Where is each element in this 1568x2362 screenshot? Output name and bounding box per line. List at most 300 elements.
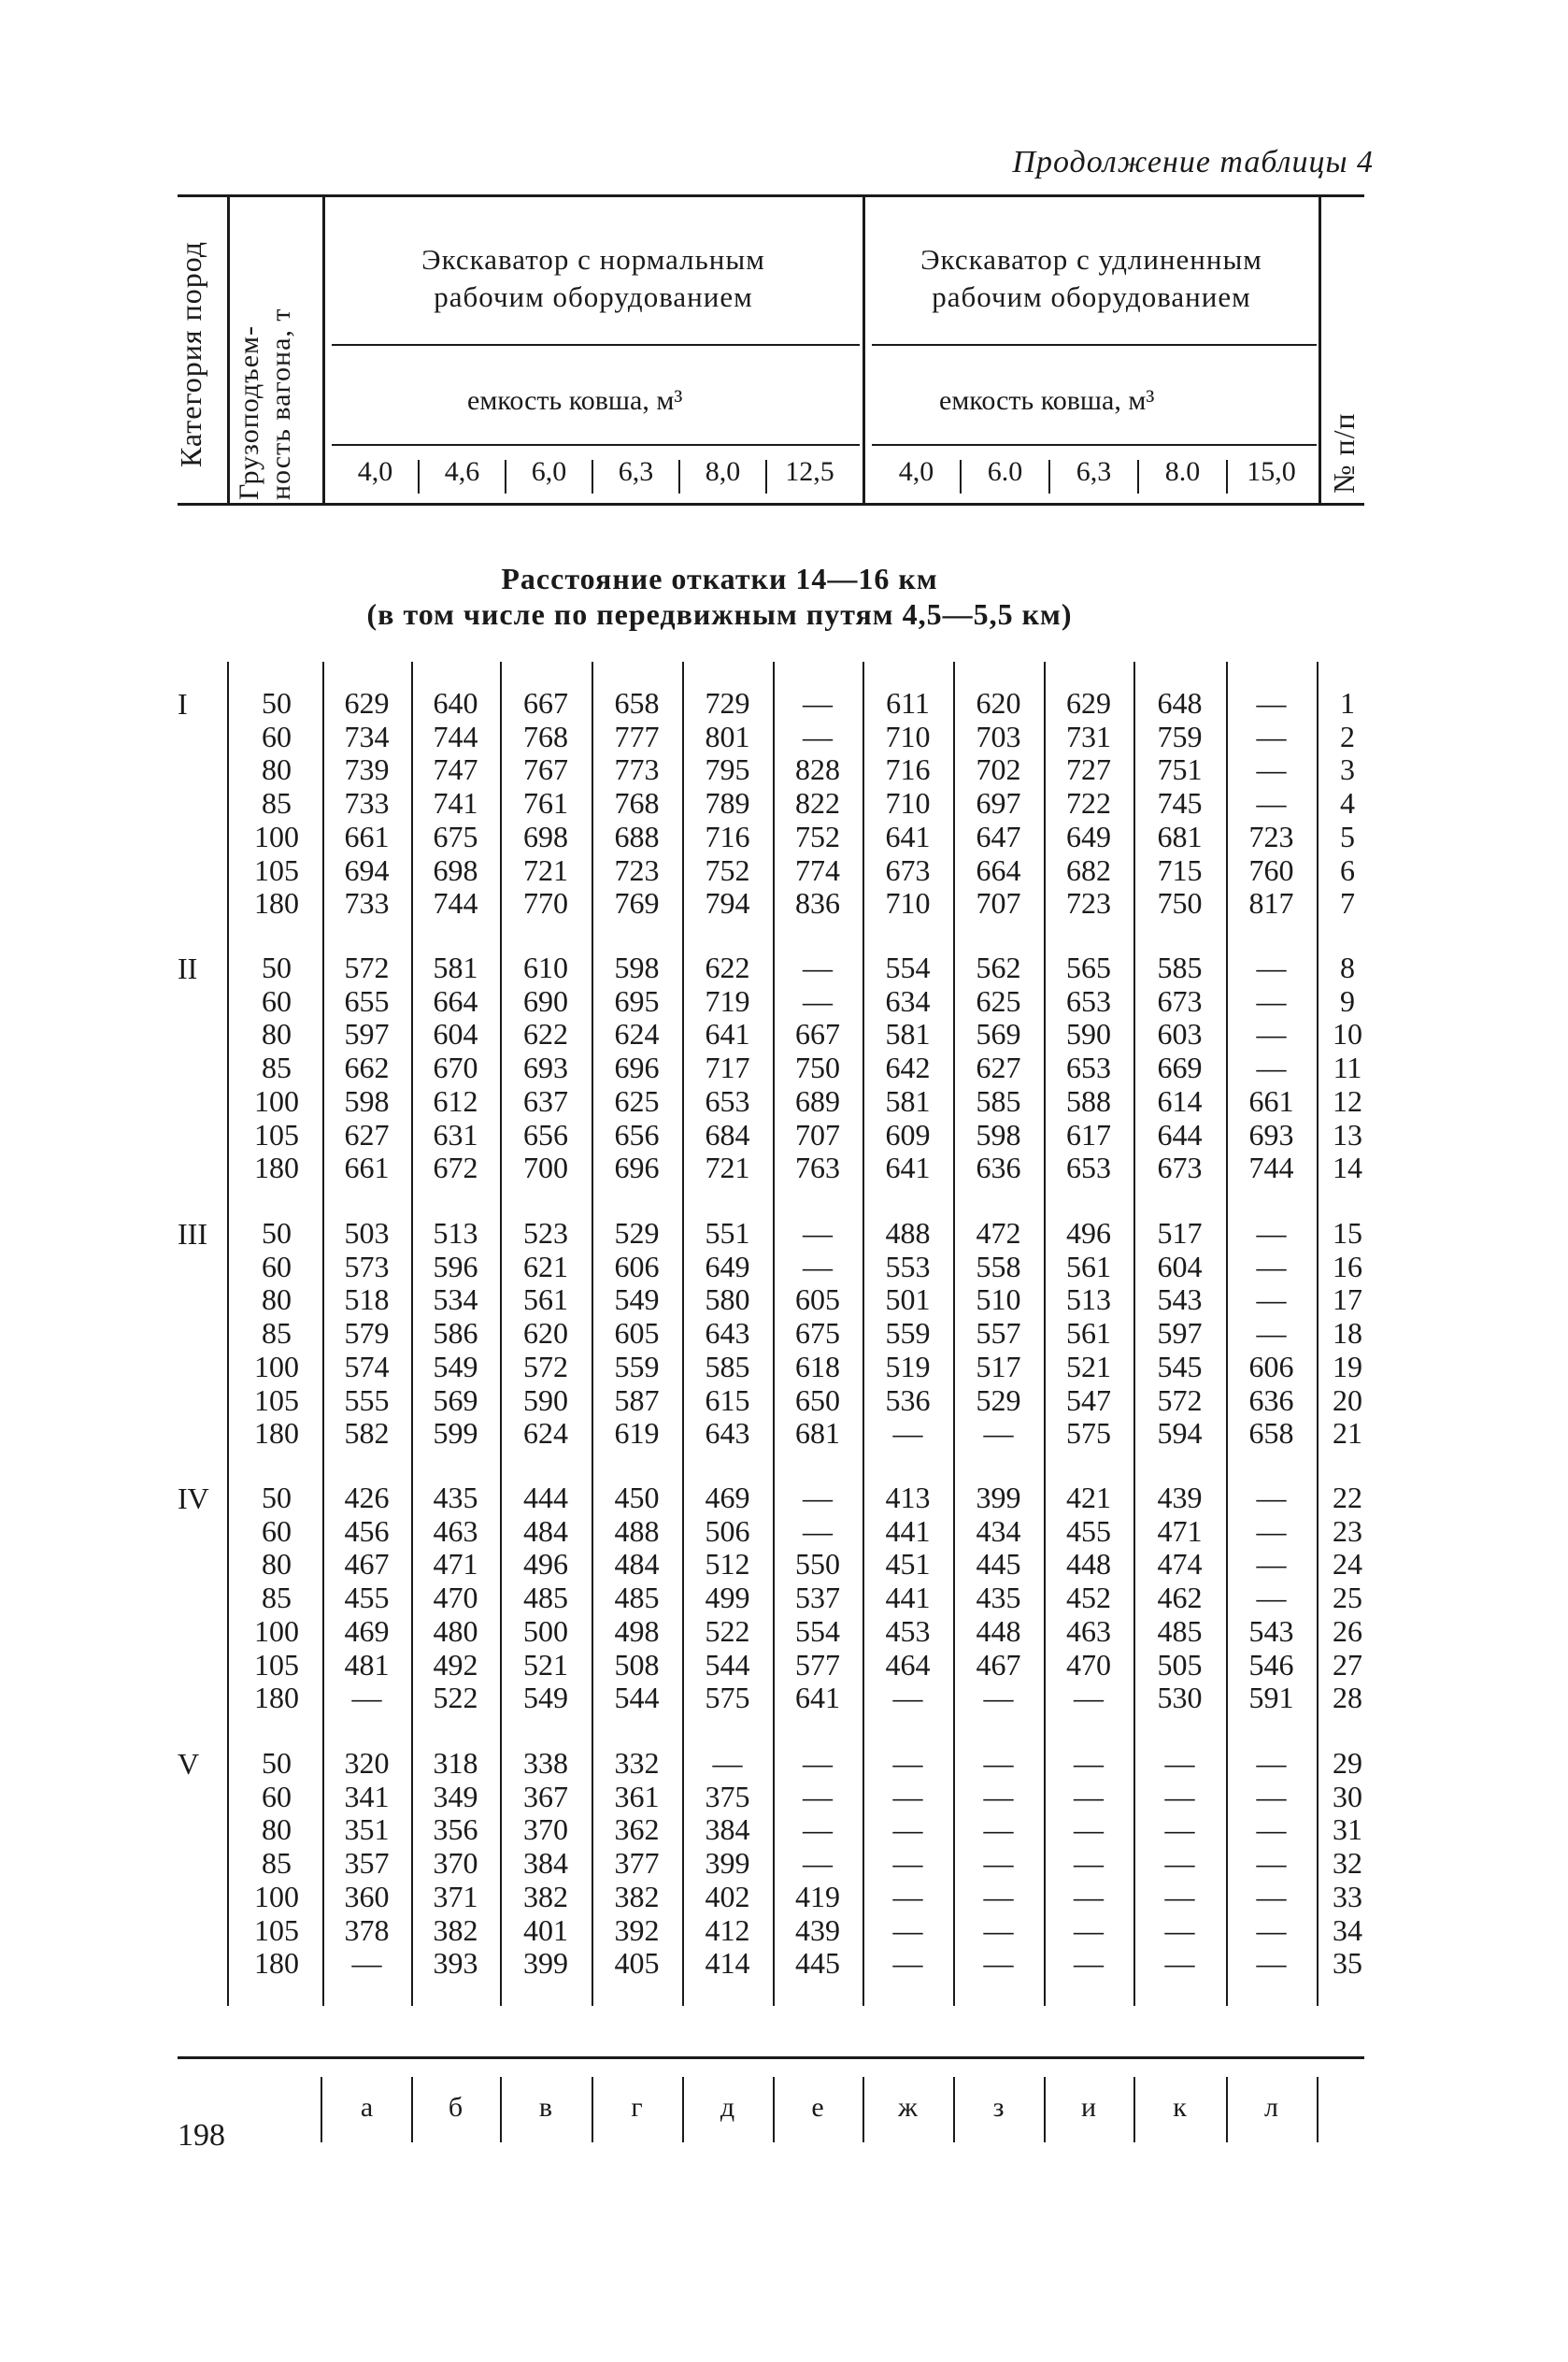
value-cell: — bbox=[1256, 1581, 1287, 1615]
value-column bbox=[322, 1217, 411, 1451]
wagon-capacity-cell: 100 bbox=[254, 1613, 299, 1648]
footer-column-letter: л bbox=[1264, 2092, 1278, 2123]
wagon-capacity-cell: 50 bbox=[262, 1746, 292, 1780]
value-cell: 789 bbox=[705, 786, 750, 821]
value-cell: 561 bbox=[1066, 1249, 1111, 1283]
value-cell: — bbox=[803, 1779, 833, 1813]
value-column bbox=[953, 687, 1044, 921]
value-cell: 587 bbox=[614, 1382, 660, 1417]
row-number-cell: 33 bbox=[1333, 1879, 1362, 1913]
value-cell: 455 bbox=[1066, 1513, 1111, 1548]
value-cell: 549 bbox=[614, 1282, 660, 1317]
value-cell: 750 bbox=[1157, 886, 1203, 921]
value-cell: — bbox=[803, 686, 833, 720]
value-cell: 572 bbox=[1157, 1382, 1203, 1417]
row-number-cell: 17 bbox=[1333, 1282, 1362, 1317]
header-bottom-rule bbox=[178, 503, 1364, 506]
value-cell: 451 bbox=[885, 1547, 931, 1582]
value-cell: 794 bbox=[705, 886, 750, 921]
value-cell: 656 bbox=[523, 1117, 568, 1152]
wagon-capacity-cell: 180 bbox=[254, 1151, 299, 1185]
value-cell: — bbox=[803, 951, 833, 984]
value-cell: 586 bbox=[433, 1316, 478, 1351]
value-cell: — bbox=[803, 1481, 833, 1514]
capacity-separator bbox=[1226, 460, 1228, 494]
value-cell: 641 bbox=[885, 819, 931, 853]
extended-capacity-value: 4,0 bbox=[898, 456, 934, 487]
value-cell: 591 bbox=[1248, 1681, 1294, 1715]
value-cell: 611 bbox=[886, 686, 930, 720]
value-cell: 703 bbox=[976, 719, 1021, 753]
value-cell: 588 bbox=[1066, 1083, 1111, 1118]
value-cell: 474 bbox=[1157, 1547, 1203, 1582]
row-number-header: № п/п bbox=[1327, 412, 1361, 494]
row-number-cell: 11 bbox=[1333, 1051, 1362, 1085]
value-cell: 625 bbox=[614, 1083, 660, 1118]
value-cell: 767 bbox=[523, 752, 568, 787]
value-cell: 614 bbox=[1157, 1083, 1203, 1118]
value-cell: 707 bbox=[976, 886, 1021, 921]
value-cell: 653 bbox=[1066, 1051, 1111, 1085]
value-cell: 629 bbox=[344, 686, 390, 720]
footer-separator bbox=[411, 2077, 413, 2142]
row-number-column bbox=[1319, 687, 1376, 921]
value-column bbox=[322, 952, 411, 1185]
wagon-capacity-cell: 60 bbox=[262, 719, 292, 753]
value-cell: 598 bbox=[614, 951, 660, 984]
value-cell: 618 bbox=[795, 1349, 840, 1383]
value-cell: 441 bbox=[885, 1581, 931, 1615]
value-cell: 615 bbox=[705, 1382, 750, 1417]
value-cell: 480 bbox=[433, 1613, 478, 1648]
value-cell: 572 bbox=[344, 951, 390, 984]
row-number-cell: 35 bbox=[1333, 1946, 1362, 1981]
value-cell: 681 bbox=[795, 1416, 840, 1451]
value-cell: 673 bbox=[1157, 983, 1203, 1018]
value-cell: 500 bbox=[523, 1613, 568, 1648]
value-column bbox=[1133, 1482, 1226, 1715]
row-number-column bbox=[1319, 1217, 1376, 1451]
value-column bbox=[682, 687, 773, 921]
row-number-cell: 27 bbox=[1333, 1647, 1362, 1682]
value-cell: 448 bbox=[1066, 1547, 1111, 1582]
value-cell: 537 bbox=[795, 1581, 840, 1615]
value-cell: — bbox=[1074, 1846, 1104, 1881]
wagon-capacity-cell: 180 bbox=[254, 1946, 299, 1981]
value-cell: 590 bbox=[1066, 1017, 1111, 1052]
value-cell: 688 bbox=[614, 819, 660, 853]
wagon-capacity-cell: 85 bbox=[262, 1316, 292, 1351]
row-number-cell: 28 bbox=[1333, 1681, 1362, 1715]
value-cell: 596 bbox=[433, 1249, 478, 1283]
value-cell: 695 bbox=[614, 983, 660, 1018]
row-number-cell: 12 bbox=[1333, 1083, 1362, 1118]
value-cell: — bbox=[1256, 786, 1287, 821]
footer-separator bbox=[773, 2077, 775, 2142]
value-cell: 744 bbox=[1248, 1151, 1294, 1185]
value-cell: 585 bbox=[705, 1349, 750, 1383]
value-cell: 682 bbox=[1066, 852, 1111, 887]
value-column bbox=[773, 1482, 862, 1715]
value-cell: 719 bbox=[705, 983, 750, 1018]
value-cell: 693 bbox=[1248, 1117, 1294, 1152]
section-title-line1: Расстояние откатки 14—16 км bbox=[501, 562, 938, 595]
value-cell: 558 bbox=[976, 1249, 1021, 1283]
wagon-capacity-cell: 85 bbox=[262, 1051, 292, 1085]
value-cell: 481 bbox=[344, 1647, 390, 1682]
header-top-rule bbox=[178, 194, 1364, 197]
value-cell: 517 bbox=[1157, 1216, 1203, 1250]
value-cell: 723 bbox=[1248, 819, 1294, 853]
value-cell: 752 bbox=[705, 852, 750, 887]
row-number-cell: 2 bbox=[1340, 719, 1355, 753]
value-cell: 648 bbox=[1157, 686, 1203, 720]
value-cell: — bbox=[1256, 1282, 1287, 1317]
wagon-capacity-column bbox=[234, 1747, 320, 1981]
row-number-cell: 31 bbox=[1333, 1812, 1362, 1847]
value-column bbox=[862, 952, 953, 1185]
value-cell: — bbox=[1164, 1946, 1195, 1981]
value-cell: 649 bbox=[705, 1249, 750, 1283]
value-cell: — bbox=[983, 1416, 1014, 1451]
value-cell: 529 bbox=[976, 1382, 1021, 1417]
value-cell: 561 bbox=[523, 1282, 568, 1317]
normal-capacity-value: 4,6 bbox=[444, 456, 480, 487]
capacity-separator bbox=[1048, 460, 1050, 494]
value-cell: 362 bbox=[614, 1812, 660, 1847]
value-cell: 488 bbox=[885, 1216, 931, 1250]
extended-capacity-value: 6,3 bbox=[1076, 456, 1112, 487]
value-column bbox=[1226, 1747, 1317, 1981]
value-cell: 370 bbox=[523, 1812, 568, 1847]
value-cell: 581 bbox=[433, 951, 478, 984]
value-cell: 653 bbox=[1066, 983, 1111, 1018]
wagon-capacity-cell: 105 bbox=[254, 1912, 299, 1947]
value-cell: 774 bbox=[795, 852, 840, 887]
value-cell: 575 bbox=[705, 1681, 750, 1715]
value-cell: — bbox=[1074, 1681, 1104, 1715]
value-cell: 597 bbox=[344, 1017, 390, 1052]
value-column bbox=[862, 1482, 953, 1715]
value-cell: 581 bbox=[885, 1017, 931, 1052]
wagon-capacity-cell: 180 bbox=[254, 1416, 299, 1451]
value-cell: 612 bbox=[433, 1083, 478, 1118]
value-cell: — bbox=[892, 1746, 923, 1780]
row-number-cell: 13 bbox=[1333, 1117, 1362, 1152]
value-cell: 622 bbox=[705, 951, 750, 984]
page-number: 198 bbox=[178, 2118, 225, 2153]
value-cell: 681 bbox=[1157, 819, 1203, 853]
value-cell: 553 bbox=[885, 1249, 931, 1283]
value-cell: 562 bbox=[976, 951, 1021, 984]
value-cell: 370 bbox=[433, 1846, 478, 1881]
value-cell: 455 bbox=[344, 1581, 390, 1615]
wagon-capacity-header: Грузоподъем- ность вагона, т bbox=[234, 308, 296, 500]
value-cell: — bbox=[712, 1746, 743, 1780]
value-cell: 471 bbox=[1157, 1513, 1203, 1548]
value-cell: 356 bbox=[433, 1812, 478, 1847]
capacity-separator bbox=[592, 460, 593, 494]
footer-separator bbox=[1226, 2077, 1228, 2142]
value-cell: 598 bbox=[344, 1083, 390, 1118]
value-cell: — bbox=[892, 1846, 923, 1881]
value-cell: 555 bbox=[344, 1382, 390, 1417]
wagon-capacity-cell: 80 bbox=[262, 1017, 292, 1052]
value-cell: 435 bbox=[976, 1581, 1021, 1615]
value-cell: 554 bbox=[795, 1613, 840, 1648]
value-cell: 349 bbox=[433, 1779, 478, 1813]
value-cell: — bbox=[1256, 1316, 1287, 1351]
value-column bbox=[411, 1482, 500, 1715]
value-cell: 621 bbox=[523, 1249, 568, 1283]
value-cell: 506 bbox=[705, 1513, 750, 1548]
header-mid-rule bbox=[872, 344, 1317, 346]
value-cell: 661 bbox=[1248, 1083, 1294, 1118]
value-cell: 371 bbox=[433, 1879, 478, 1913]
value-cell: — bbox=[1164, 1812, 1195, 1847]
value-cell: 581 bbox=[885, 1083, 931, 1118]
value-cell: 357 bbox=[344, 1846, 390, 1881]
rock-category-header: Категория пород bbox=[174, 240, 207, 467]
value-column bbox=[592, 952, 682, 1185]
value-cell: 544 bbox=[614, 1681, 660, 1715]
footer-column-letter: и bbox=[1080, 2092, 1097, 2123]
bucket-capacity-extended-label: емкость ковша, м³ bbox=[939, 385, 1155, 416]
value-column bbox=[1226, 952, 1317, 1185]
row-number-cell: 4 bbox=[1340, 786, 1355, 821]
value-cell: 777 bbox=[614, 719, 660, 753]
value-cell: 467 bbox=[976, 1647, 1021, 1682]
value-cell: 510 bbox=[976, 1282, 1021, 1317]
value-cell: — bbox=[892, 1681, 923, 1715]
wagon-capacity-cell: 105 bbox=[254, 1647, 299, 1682]
footer-separator bbox=[592, 2077, 593, 2142]
value-column bbox=[322, 1482, 411, 1715]
value-cell: 717 bbox=[705, 1051, 750, 1085]
value-cell: 694 bbox=[344, 852, 390, 887]
rock-category-label: II bbox=[178, 952, 198, 985]
capacity-separator bbox=[505, 460, 506, 494]
footer-separator bbox=[953, 2077, 955, 2142]
value-column bbox=[592, 1747, 682, 1981]
value-cell: 544 bbox=[705, 1647, 750, 1682]
wagon-capacity-cell: 100 bbox=[254, 819, 299, 853]
value-cell: 620 bbox=[523, 1316, 568, 1351]
value-cell: 452 bbox=[1066, 1581, 1111, 1615]
footer-column-letter: ж bbox=[898, 2092, 918, 2123]
value-cell: — bbox=[803, 1746, 833, 1780]
wagon-capacity-column bbox=[234, 1217, 320, 1451]
value-cell: — bbox=[1164, 1879, 1195, 1913]
value-cell: — bbox=[1074, 1812, 1104, 1847]
value-cell: — bbox=[1164, 1779, 1195, 1813]
value-cell: 817 bbox=[1248, 886, 1294, 921]
footer-separator bbox=[862, 2077, 864, 2142]
value-column bbox=[592, 1482, 682, 1715]
section-title bbox=[280, 561, 1159, 632]
value-cell: 382 bbox=[433, 1912, 478, 1947]
row-number-cell: 25 bbox=[1333, 1581, 1362, 1615]
row-number-column bbox=[1319, 1482, 1376, 1715]
footer-rule bbox=[178, 2056, 1364, 2059]
value-cell: 384 bbox=[523, 1846, 568, 1881]
value-cell: 700 bbox=[523, 1151, 568, 1185]
wagon-capacity-cell: 105 bbox=[254, 1382, 299, 1417]
row-number-cell: 20 bbox=[1333, 1382, 1362, 1417]
value-column bbox=[773, 952, 862, 1185]
value-cell: 573 bbox=[344, 1249, 390, 1283]
value-cell: 338 bbox=[523, 1746, 568, 1780]
value-column bbox=[1133, 1217, 1226, 1451]
extended-capacity-value: 6.0 bbox=[987, 456, 1023, 487]
value-column bbox=[411, 1217, 500, 1451]
wagon-capacity-column bbox=[234, 687, 320, 921]
value-cell: 624 bbox=[523, 1416, 568, 1451]
capacity-separator bbox=[765, 460, 767, 494]
value-cell: — bbox=[1256, 1249, 1287, 1283]
rock-category-label: IV bbox=[178, 1482, 209, 1515]
value-cell: 582 bbox=[344, 1416, 390, 1451]
value-cell: 574 bbox=[344, 1349, 390, 1383]
value-cell: 569 bbox=[976, 1017, 1021, 1052]
value-column bbox=[682, 952, 773, 1185]
excavator-extended-header: Экскаватор с удлиненным рабочим оборудованием bbox=[920, 243, 1262, 313]
value-column bbox=[953, 952, 1044, 1185]
value-cell: 670 bbox=[433, 1051, 478, 1085]
value-cell: 469 bbox=[344, 1613, 390, 1648]
capacity-separator bbox=[960, 460, 962, 494]
row-number-cell: 32 bbox=[1333, 1846, 1362, 1881]
rock-category-label: V bbox=[178, 1747, 200, 1781]
value-cell: 750 bbox=[795, 1051, 840, 1085]
wagon-capacity-cell: 80 bbox=[262, 1547, 292, 1582]
wagon-capacity-cell: 80 bbox=[262, 752, 292, 787]
row-number-cell: 7 bbox=[1340, 886, 1355, 921]
value-cell: — bbox=[892, 1879, 923, 1913]
value-column bbox=[1226, 1482, 1317, 1715]
value-cell: 741 bbox=[433, 786, 478, 821]
value-cell: 650 bbox=[795, 1382, 840, 1417]
value-cell: 640 bbox=[433, 686, 478, 720]
value-cell: 716 bbox=[885, 752, 931, 787]
value-cell: 689 bbox=[795, 1083, 840, 1118]
value-cell: 467 bbox=[344, 1547, 390, 1582]
value-cell: 484 bbox=[614, 1547, 660, 1582]
value-cell: 508 bbox=[614, 1647, 660, 1682]
value-cell: 434 bbox=[976, 1513, 1021, 1548]
value-cell: 399 bbox=[976, 1481, 1021, 1514]
value-cell: 419 bbox=[795, 1879, 840, 1913]
footer-column-letter: к bbox=[1173, 2092, 1187, 2123]
value-cell: 606 bbox=[614, 1249, 660, 1283]
value-cell: 554 bbox=[885, 951, 931, 984]
value-cell: 697 bbox=[976, 786, 1021, 821]
value-cell: 384 bbox=[705, 1812, 750, 1847]
value-cell: 472 bbox=[976, 1216, 1021, 1250]
value-cell: 643 bbox=[705, 1316, 750, 1351]
value-cell: — bbox=[1256, 1216, 1287, 1250]
value-cell: 710 bbox=[885, 719, 931, 753]
value-cell: 647 bbox=[976, 819, 1021, 853]
capacity-separator bbox=[1137, 460, 1139, 494]
value-cell: 696 bbox=[614, 1051, 660, 1085]
row-number-cell: 16 bbox=[1333, 1249, 1362, 1283]
value-column bbox=[500, 952, 592, 1185]
value-cell: 534 bbox=[433, 1282, 478, 1317]
footer-separator bbox=[1133, 2077, 1135, 2142]
value-cell: 631 bbox=[433, 1117, 478, 1152]
value-cell: 505 bbox=[1157, 1647, 1203, 1682]
value-column bbox=[953, 1217, 1044, 1451]
value-column bbox=[773, 1747, 862, 1981]
rock-category-label: I bbox=[178, 687, 188, 721]
row-number-cell: 29 bbox=[1333, 1746, 1362, 1780]
value-cell: — bbox=[1256, 686, 1287, 720]
value-column bbox=[411, 952, 500, 1185]
value-cell: 513 bbox=[433, 1216, 478, 1250]
value-cell: 662 bbox=[344, 1051, 390, 1085]
value-cell: 332 bbox=[614, 1746, 660, 1780]
value-cell: — bbox=[1074, 1779, 1104, 1813]
value-cell: 470 bbox=[433, 1581, 478, 1615]
wagon-capacity-cell: 85 bbox=[262, 1581, 292, 1615]
wagon-capacity-cell: 100 bbox=[254, 1349, 299, 1383]
value-cell: — bbox=[1256, 1846, 1287, 1881]
wagon-capacity-cell: 85 bbox=[262, 1846, 292, 1881]
value-column bbox=[592, 1217, 682, 1451]
value-column bbox=[500, 687, 592, 921]
row-number-cell: 18 bbox=[1333, 1316, 1362, 1351]
value-cell: 605 bbox=[795, 1282, 840, 1317]
wagon-capacity-column bbox=[234, 952, 320, 1185]
value-cell: 822 bbox=[795, 786, 840, 821]
footer-separator bbox=[1044, 2077, 1046, 2142]
value-cell: 723 bbox=[1066, 886, 1111, 921]
normal-capacity-value: 12,5 bbox=[785, 456, 834, 487]
value-cell: 675 bbox=[433, 819, 478, 853]
value-cell: — bbox=[1256, 1879, 1287, 1913]
value-cell: 464 bbox=[885, 1647, 931, 1682]
row-number-cell: 8 bbox=[1340, 951, 1355, 984]
footer-separator bbox=[500, 2077, 502, 2142]
normal-capacity-value: 6,0 bbox=[531, 456, 567, 487]
value-cell: 760 bbox=[1248, 852, 1294, 887]
value-cell: 485 bbox=[523, 1581, 568, 1615]
value-cell: 517 bbox=[976, 1349, 1021, 1383]
value-cell: 620 bbox=[976, 686, 1021, 720]
value-cell: — bbox=[983, 1879, 1014, 1913]
value-column bbox=[1226, 1217, 1317, 1451]
value-cell: 627 bbox=[976, 1051, 1021, 1085]
value-cell: 546 bbox=[1248, 1647, 1294, 1682]
body-column-rule bbox=[1317, 662, 1319, 2006]
value-cell: 599 bbox=[433, 1416, 478, 1451]
wagon-capacity-cell: 180 bbox=[254, 886, 299, 921]
value-cell: 698 bbox=[433, 852, 478, 887]
footer-separator bbox=[321, 2077, 322, 2142]
value-cell: 392 bbox=[614, 1912, 660, 1947]
value-cell: 610 bbox=[523, 951, 568, 984]
footer-separator bbox=[682, 2077, 684, 2142]
value-column bbox=[682, 1482, 773, 1715]
value-cell: 598 bbox=[976, 1117, 1021, 1152]
value-cell: 518 bbox=[344, 1282, 390, 1317]
wagon-capacity-column bbox=[234, 1482, 320, 1715]
value-cell: 605 bbox=[614, 1316, 660, 1351]
row-number-cell: 6 bbox=[1340, 852, 1355, 887]
value-cell: 456 bbox=[344, 1513, 390, 1548]
value-cell: 444 bbox=[523, 1481, 568, 1514]
